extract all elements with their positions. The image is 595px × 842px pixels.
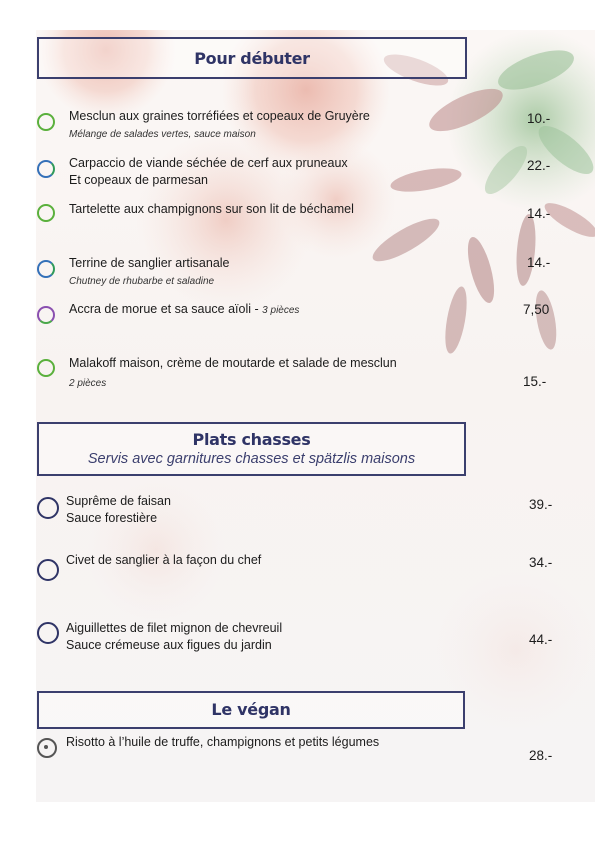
item-bullet-icon <box>37 738 57 758</box>
item-bullet-icon <box>37 113 55 131</box>
menu-item: Accra de morue et sa sauce aïoli - 3 pièces <box>69 302 300 316</box>
item-name-line2: Et copeaux de parmesan <box>69 173 208 187</box>
item-name-line2: Sauce forestière <box>66 511 158 525</box>
section-header-pour-debuter <box>37 37 467 79</box>
item-price: 44.- <box>529 632 553 647</box>
item-bullet-icon <box>37 497 59 519</box>
item-name: Suprême de faisan <box>66 494 171 508</box>
menu-item <box>69 354 469 393</box>
item-name: Malakoff maison, crème de moutarde et salade de mesclun <box>69 356 397 370</box>
menu-item <box>66 620 446 654</box>
menu-item <box>66 552 446 569</box>
item-name-line2: Sauce crémeuse aux figues du jardin <box>66 638 272 652</box>
item-note: Mélange de salades vertes, sauce maison <box>69 129 256 140</box>
section-header-le-vegan <box>37 691 465 729</box>
watercolor-floral-decoration <box>36 30 595 802</box>
item-bullet-icon <box>37 359 55 377</box>
item-name: Accra de morue et sa sauce aïoli <box>69 302 252 316</box>
item-note: Chutney de rhubarbe et saladine <box>69 276 215 287</box>
item-price: 28.- <box>529 748 553 763</box>
item-name: Terrine de sanglier artisanale <box>69 256 230 270</box>
menu-item <box>69 255 449 290</box>
menu-item <box>66 734 466 751</box>
item-bullet-icon <box>37 204 55 222</box>
item-name: Aiguillettes de filet mignon de chevreuil <box>66 621 283 635</box>
section-title: Plats chasses <box>192 430 311 449</box>
item-inline-note: 3 pièces <box>262 305 300 316</box>
item-price: 14.- <box>527 206 551 221</box>
section-title: Le végan <box>211 700 291 719</box>
menu-item <box>69 108 449 143</box>
item-bullet-icon <box>37 160 55 178</box>
item-bullet-icon <box>37 622 59 644</box>
section-subtitle: Servis avec garnitures chasses et spätzlis maisons <box>87 451 416 467</box>
item-bullet-icon <box>37 306 55 324</box>
item-price: 14.- <box>527 255 551 270</box>
item-note: 2 pièces <box>69 378 107 389</box>
item-name: Civet de sanglier à la façon du chef <box>66 553 262 567</box>
menu-item <box>69 201 449 218</box>
item-price: 22.- <box>527 158 551 173</box>
item-bullet-icon <box>37 260 55 278</box>
item-name: Tartelette aux champignons sur son lit de béchamel <box>69 202 354 216</box>
menu-item <box>66 493 446 527</box>
item-price: 39.- <box>529 497 553 512</box>
menu-item <box>69 155 449 189</box>
item-name: Risotto à l’huile de truffe, champignons et petits légumes <box>66 735 380 749</box>
item-name: Mesclun aux graines torréfiées et copeaux de Gruyère <box>69 109 370 123</box>
item-bullet-icon <box>37 559 59 581</box>
item-price: 34.- <box>529 555 553 570</box>
item-name: Carpaccio de viande séchée de cerf aux pruneaux <box>69 156 348 170</box>
section-header-plats-chasses <box>37 422 466 476</box>
section-title: Pour débuter <box>194 49 310 68</box>
menu-page <box>36 30 595 802</box>
item-price: 15.- <box>523 374 547 389</box>
item-price: 10.- <box>527 111 551 126</box>
item-price: 7,50 <box>523 302 550 317</box>
